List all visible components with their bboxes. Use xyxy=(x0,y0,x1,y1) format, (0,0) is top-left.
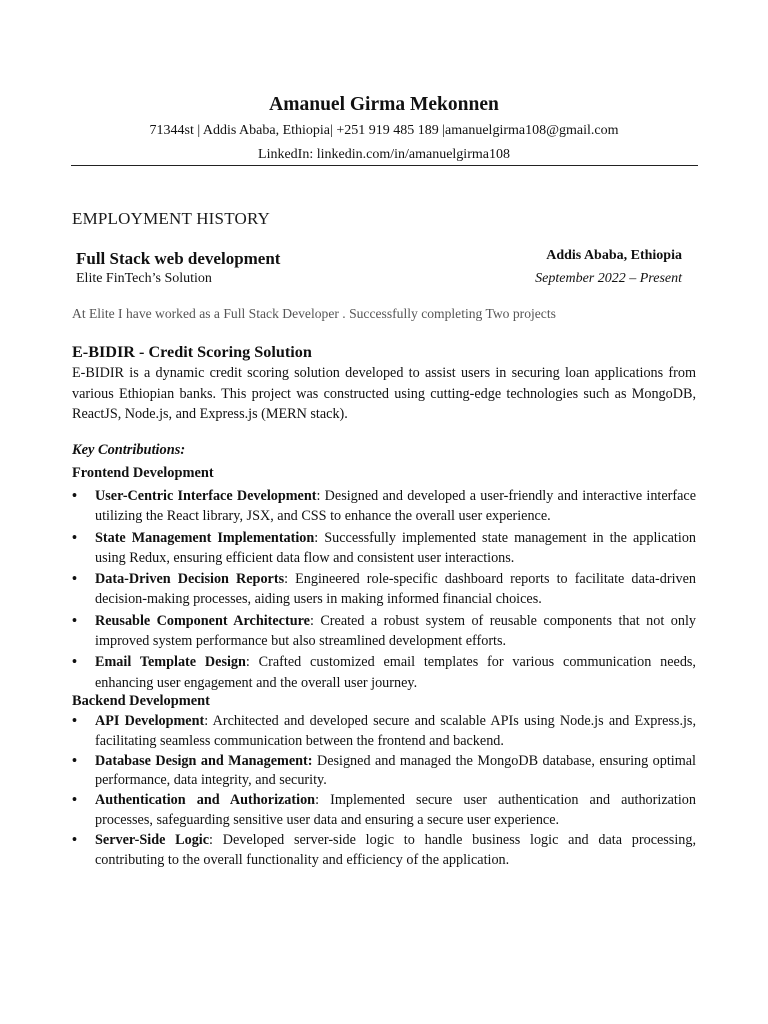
bullet-icon: • xyxy=(72,713,77,729)
resume-name: Amanuel Girma Mekonnen xyxy=(269,94,499,115)
bullet-icon: • xyxy=(72,571,77,588)
contact-line: 71344st | Addis Ababa, Ethiopia| +251 919 485 189 |amanuelgirma108@gmail.com xyxy=(149,123,619,138)
contribution-label: State Management Implementation xyxy=(95,529,315,546)
bullet-icon: • xyxy=(72,752,77,769)
contribution-label: Database Design and Management: xyxy=(95,752,313,769)
job-summary: At Elite I have worked as a Full Stack Developer . Successfully completing Two projects xyxy=(72,306,556,321)
list-item xyxy=(72,752,696,792)
contribution-label: User-Centric Interface Development xyxy=(95,488,317,504)
contribution-label: Server-Side Logic xyxy=(95,831,210,848)
list-item xyxy=(72,611,696,652)
contribution-text: : Designed and developed a user-friendly and interactive interface utilizing the React library, JSX, and CSS to enhance the overall user experience. xyxy=(95,488,696,525)
contribution-text: : Implemented secure user authentication and authorization processes, safeguarding sensitive user data and ensuring a secure user experience. xyxy=(95,792,696,828)
contribution-text: : Engineered role-specific dashboard reports to facilitate data-driven decision-making processes, aiding users in making informed financial choices. xyxy=(95,571,696,608)
backend-contributions-list xyxy=(72,712,696,870)
header-divider xyxy=(71,165,698,166)
contribution-text: : Crafted customized email templates for various communication needs, enhancing user engagement and the overall user journey. xyxy=(95,654,696,691)
list-item xyxy=(72,831,696,871)
backend-heading: Backend Development xyxy=(72,693,210,709)
contribution-label: Authentication and Authorization xyxy=(95,792,316,809)
list-item xyxy=(72,652,696,693)
job-title: Full Stack web development xyxy=(76,249,281,268)
contribution-text: : Successfully implemented state management in the application using Redux, ensuring efficient data flow and consistent user interactions. xyxy=(95,529,697,566)
contribution-label: Reusable Component Architecture xyxy=(95,612,310,629)
bullet-icon: • xyxy=(72,488,77,504)
job-dates: September 2022 – Present xyxy=(535,271,682,286)
contribution-label: Email Template Design xyxy=(95,654,246,671)
frontend-heading: Frontend Development xyxy=(72,465,214,481)
list-item xyxy=(72,791,696,831)
project-title: E-BIDIR - Credit Scoring Solution xyxy=(72,343,312,361)
job-location: Addis Ababa, Ethiopia xyxy=(546,248,682,263)
contribution-text: : Developed server-side logic to handle business logic and data processing, contributing to the overall functionality and efficiency of the application. xyxy=(95,831,697,868)
list-item xyxy=(72,712,696,752)
section-title-employment: EMPLOYMENT HISTORY xyxy=(72,209,271,228)
bullet-icon: • xyxy=(72,529,77,546)
bullet-icon: • xyxy=(72,792,77,809)
bullet-icon: • xyxy=(72,831,77,848)
contribution-text: : Created a robust system of reusable components that not only improved system performance but also streamlined development efforts. xyxy=(95,612,696,650)
bullet-icon: • xyxy=(72,612,77,629)
linkedin-line: LinkedIn: linkedin.com/in/amanuelgirma108 xyxy=(258,147,510,162)
key-contributions-heading: Key Contributions: xyxy=(72,442,186,458)
job-company: Elite FinTech’s Solution xyxy=(76,271,212,286)
contribution-text: : Architected and developed secure and scalable APIs using Node.js and Express.js, facilitating seamless communication between the frontend and backend. xyxy=(95,713,697,749)
project-description: E-BIDIR is a dynamic credit scoring solution developed to assist users in securing loan applications from various Ethiopian banks. This project was constructed using cutting-edge technologies such as MongoDB, ReactJS, Node.js, and Express.js (MERN stack). xyxy=(72,365,696,422)
frontend-contributions-list xyxy=(72,486,696,694)
contribution-label: Data-Driven Decision Reports xyxy=(95,571,285,588)
list-item xyxy=(72,486,696,527)
contribution-text: Designed and managed the MongoDB database, ensuring optimal performance, data integrity, and security. xyxy=(95,752,697,789)
list-item xyxy=(72,528,696,569)
list-item xyxy=(72,569,696,610)
contribution-label: API Development xyxy=(95,713,205,729)
bullet-icon: • xyxy=(72,654,77,671)
